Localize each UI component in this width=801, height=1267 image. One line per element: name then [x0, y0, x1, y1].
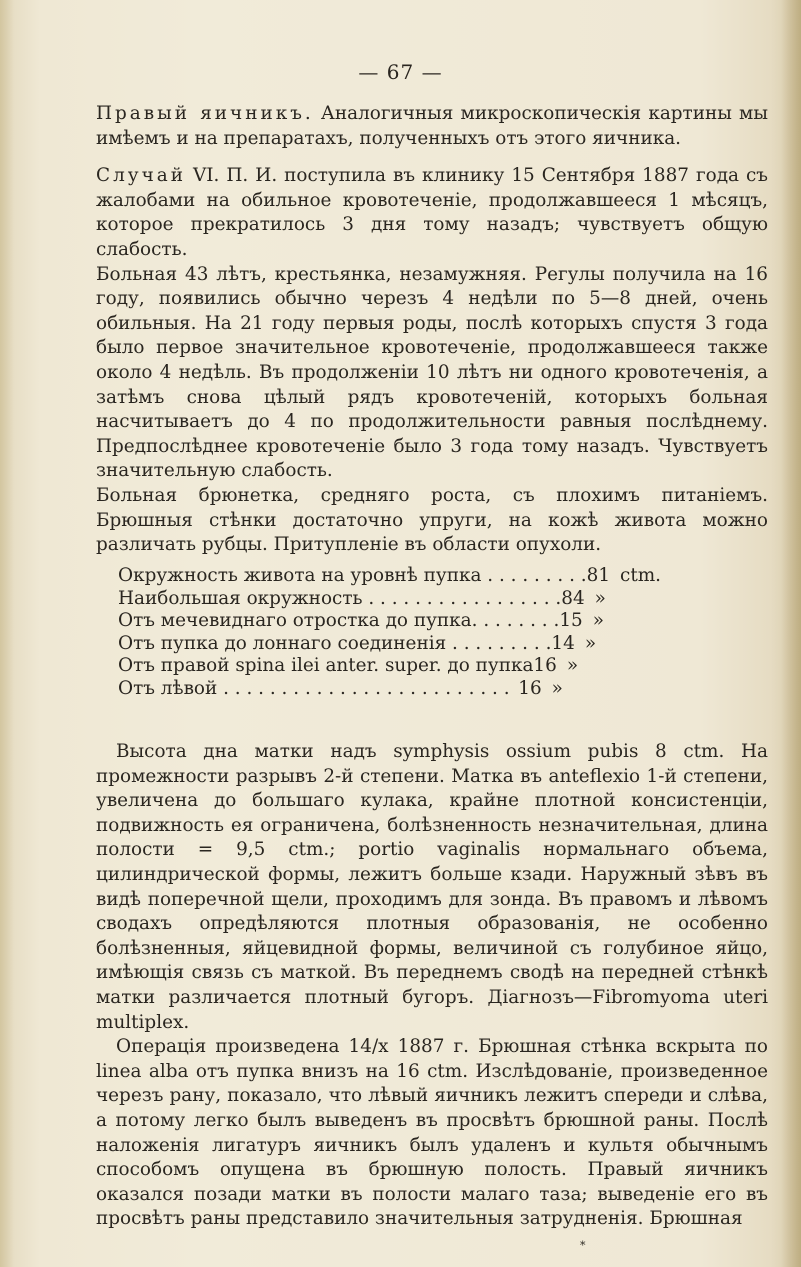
text-block-upper: [96, 102, 768, 558]
measurement-row: [118, 565, 662, 588]
measurements-table: [118, 565, 662, 701]
paragraph-case-vi: [96, 164, 768, 262]
page-right-edge: [781, 0, 801, 1267]
paragraph-anamnesis: Больная 43 лѣтъ, крестьянка, незамужняя. Регулы получила на 16 году, появились обычно черезъ 4 недѣли по 5—8 дней, очень обильныя. На 21 году первыя роды, послѣ которыхъ спустя 3 года было первое значительное кровотеченіе, продолжавшееся также около 4 недѣль. Въ продолженіи 10 лѣтъ ни одного кровотеченія, а затѣмъ снова цѣлый рядъ кровотеченій, которыхъ больная насчитываетъ до 4 по продолжительности равныя послѣднему. Предпослѣднее кровотеченіе было 3 года тому назадъ. Чувствуетъ значительную слабость.: [96, 263, 768, 482]
paragraph-right-ovary: [96, 102, 768, 151]
measurement-row: [118, 587, 606, 611]
paragraph-body: Аналогичныя микроскопическія картины мы имѣемъ и на препаратахъ, полученныхъ отъ этого яичника.: [96, 103, 768, 149]
paragraph-status: Больная брюнетка, средняго роста, съ плохимъ питаніемъ. Брюшныя стѣнки достаточно упруги, на кожѣ живота можно различать рубцы. Притупленіе въ области опухоли.: [96, 484, 768, 556]
measurement-label: Отъ лѣвой . . . . . . . . . . . . . . . . . . . . . . . . .: [118, 677, 510, 699]
measurement-row: [118, 678, 588, 701]
measurement-row: [118, 655, 588, 678]
measurement-value: 14: [551, 632, 575, 654]
page-left-edge: [0, 0, 14, 1267]
measurement-unit: »: [584, 632, 597, 654]
measurement-unit: »: [594, 587, 606, 609]
measurement-label: Отъ правой spina ilei anter. super. до пупка: [118, 655, 534, 677]
page-number: — 67 —: [358, 60, 443, 84]
paragraph-examination: Высота дна матки надъ symphysis ossium pubis 8 ctm. На промежности разрывъ 2-й степени. Матка въ anteflexio 1-й степени, увеличена до большаго кулака, крайне плотной консистенціи, подвижность ея ограничена, болѣзненность незначительная, длина полости = 9,5 ctm.; portio vaginalis нормальнаго объема, цилиндрической формы, лежитъ больше кзади. Наружный зѣвъ въ видѣ поперечной щели, проходимъ для зонда. Въ правомъ и лѣвомъ сводахъ опредѣляются плотныя образованія, не особенно болѣзненныя, яйцевидной формы, величиной съ голубиное яйцо, имѣющія связь съ маткой. Въ переднемъ сводѣ на передней стѣнкѣ матки различается плотный бугоръ. Діагнозъ—Fibromyoma uteri multiplex.: [96, 741, 768, 1033]
text-block-lower: [96, 740, 768, 1232]
measurement-label: Отъ пупка до лоннаго соединенія . . . . . . . . .: [118, 632, 552, 654]
measurement-unit: »: [592, 610, 605, 632]
measurement-value: 16: [518, 677, 542, 699]
measurement-value: 84: [561, 587, 585, 609]
measurement-value: 16: [533, 655, 557, 677]
measurement-row: [118, 632, 597, 656]
measurement-value: 15: [559, 610, 583, 632]
paragraph-operation: Операція произведена 14/x 1887 г. Брюшная стѣнка вскрыта по linea alba отъ пупка внизъ на 16 ctm. Изслѣдованіе, произведенное черезъ рану, показало, что лѣвый яичникъ лежитъ спереди и слѣва, а потому легко былъ выведенъ въ просвѣтъ брюшной раны. Послѣ наложенія лигатуръ яичникъ былъ удаленъ и культя обычнымъ способомъ опущена въ брюшную полость. Правый яичникъ оказался позади матки въ полости малаго таза; выведеніе его въ просвѣтъ раны представило значительныя затрудненія. Брюшная: [96, 1036, 768, 1230]
measurement-unit: »: [551, 677, 563, 699]
paragraph-lead: Случай: [96, 165, 186, 187]
paragraph-lead: Правый яичникъ.: [96, 103, 314, 124]
footnote-mark: *: [580, 1239, 586, 1252]
measurement-value: 81: [586, 565, 611, 586]
measurement-label: Наибольшая окружность . . . . . . . . . . . . . . . . .: [118, 587, 562, 609]
measurement-unit: ctm.: [620, 565, 662, 586]
measurement-label: Отъ мечевиднаго отростка до пупка. . . . . . . .: [118, 610, 560, 632]
paragraph-body: VI. П. И. поступила въ клинику 15 Сентября 1887 года съ жалобами на обильное кровотеченіе, продолжавшееся 1 мѣсяцъ, которое прекратилось 3 дня тому назадъ; чувствуетъ общую слабость.: [96, 165, 768, 260]
measurement-unit: »: [566, 655, 579, 677]
measurement-row: [118, 610, 605, 633]
measurement-label: Окружность живота на уровнѣ пупка . . . . . . . . .: [118, 565, 587, 586]
